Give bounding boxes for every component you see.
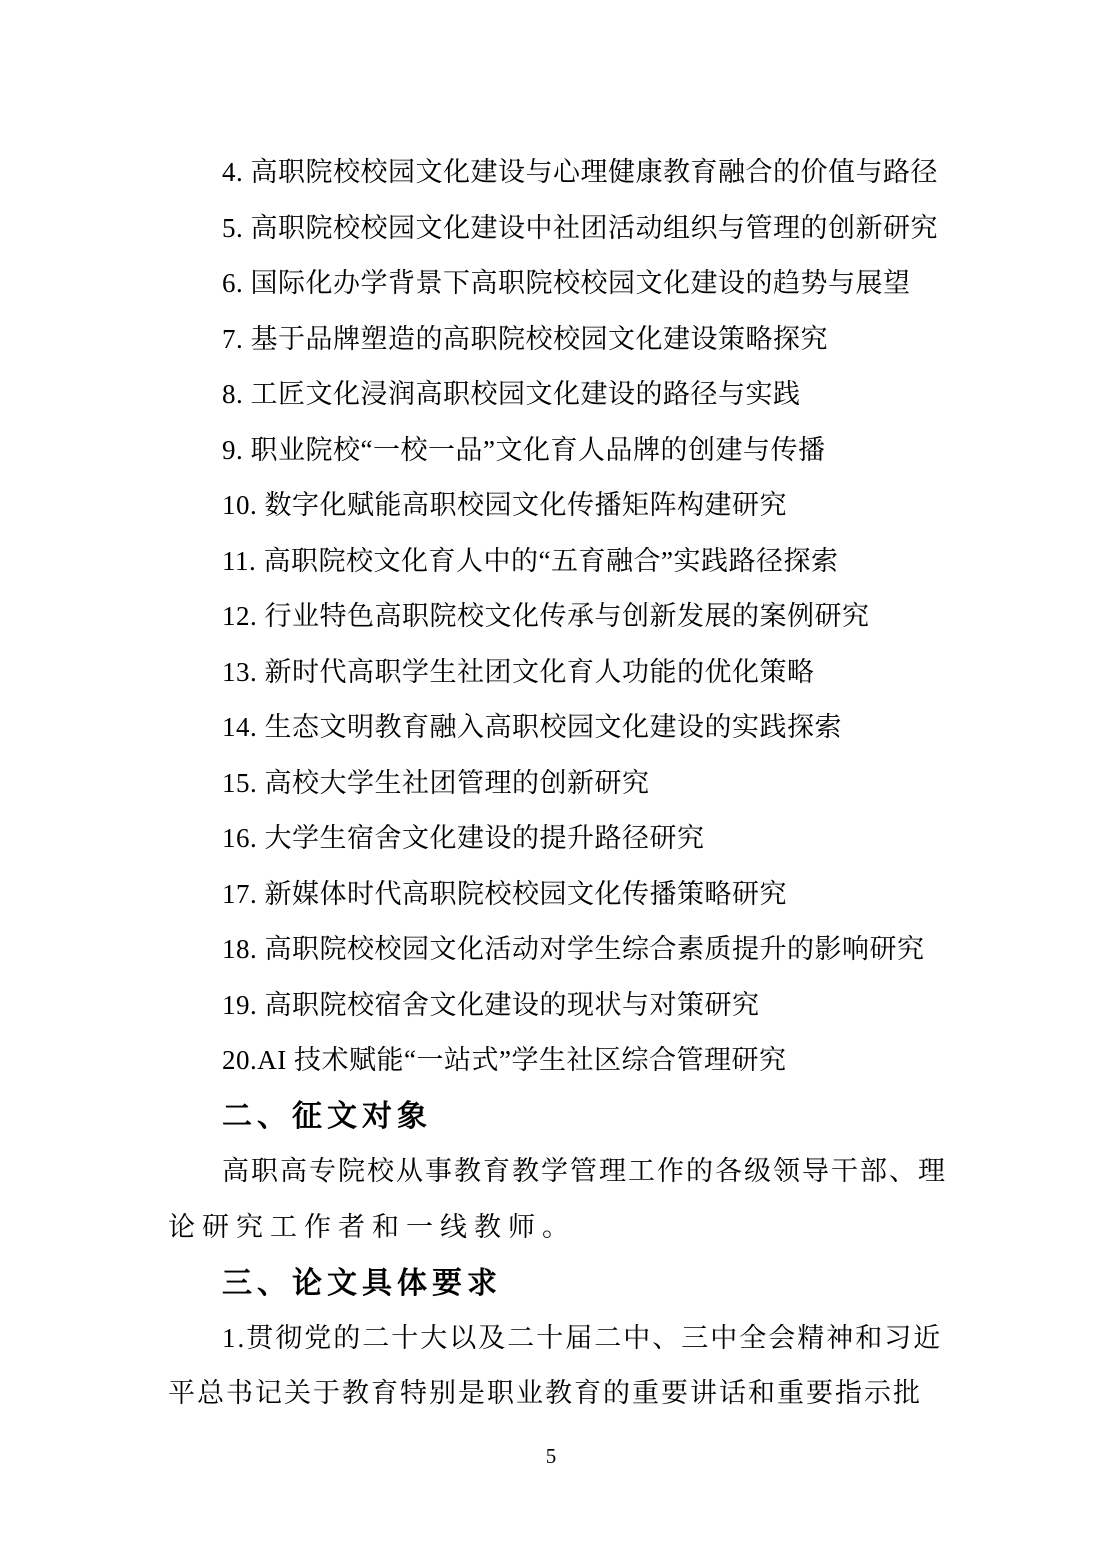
list-item: 19. 高职院校宿舍文化建设的现状与对策研究 (222, 989, 760, 1020)
list-item: 5. 高职院校校园文化建设中社团活动组织与管理的创新研究 (222, 212, 938, 243)
page-number: 5 (545, 1444, 557, 1468)
list-item: 14. 生态文明教育融入高职校园文化建设的实践探索 (222, 712, 842, 743)
paragraph-line: 1.贯彻党的二十大以及二十届二中、三中全会精神和习近 (222, 1322, 943, 1353)
list-item: 16. 大学生宿舍文化建设的提升路径研究 (222, 823, 705, 854)
list-item: 4. 高职院校校园文化建设与心理健康教育融合的价值与路径 (222, 157, 938, 188)
list-item: 7. 基于品牌塑造的高职院校校园文化建设策略探究 (222, 323, 828, 354)
document-body (168, 142, 947, 1419)
list-item: 9. 职业院校“一校一品”文化育人品牌的创建与传播 (222, 434, 826, 465)
list-item: 8. 工匠文化浸润高职校园文化建设的路径与实践 (222, 379, 801, 410)
list-item: 12. 行业特色高职院校文化传承与创新发展的案例研究 (222, 601, 870, 632)
list-item: 10. 数字化赋能高职校园文化传播矩阵构建研究 (222, 490, 787, 521)
paragraph-line: 平总书记关于教育特别是职业教育的重要讲话和重要指示批 (168, 1378, 922, 1409)
list-item: 20.AI 技术赋能“一站式”学生社区综合管理研究 (222, 1045, 787, 1076)
paragraph-line: 高职高专院校从事教育教学管理工作的各级领导干部、理 (222, 1156, 947, 1187)
list-item: 18. 高职院校校园文化活动对学生综合素质提升的影响研究 (222, 934, 925, 965)
list-item: 11. 高职院校文化育人中的“五育融合”实践路径探索 (222, 545, 839, 576)
section-heading: 二、征文对象 (222, 1100, 432, 1134)
list-item: 6. 国际化办学背景下高职院校校园文化建设的趋势与展望 (222, 268, 911, 299)
list-item: 13. 新时代高职学生社团文化育人功能的优化策略 (222, 656, 815, 687)
list-item: 17. 新媒体时代高职院校校园文化传播策略研究 (222, 878, 787, 909)
paragraph-line: 论研究工作者和一线教师。 (168, 1211, 576, 1242)
list-item: 15. 高校大学生社团管理的创新研究 (222, 767, 650, 798)
section-heading: 三、论文具体要求 (222, 1266, 502, 1300)
